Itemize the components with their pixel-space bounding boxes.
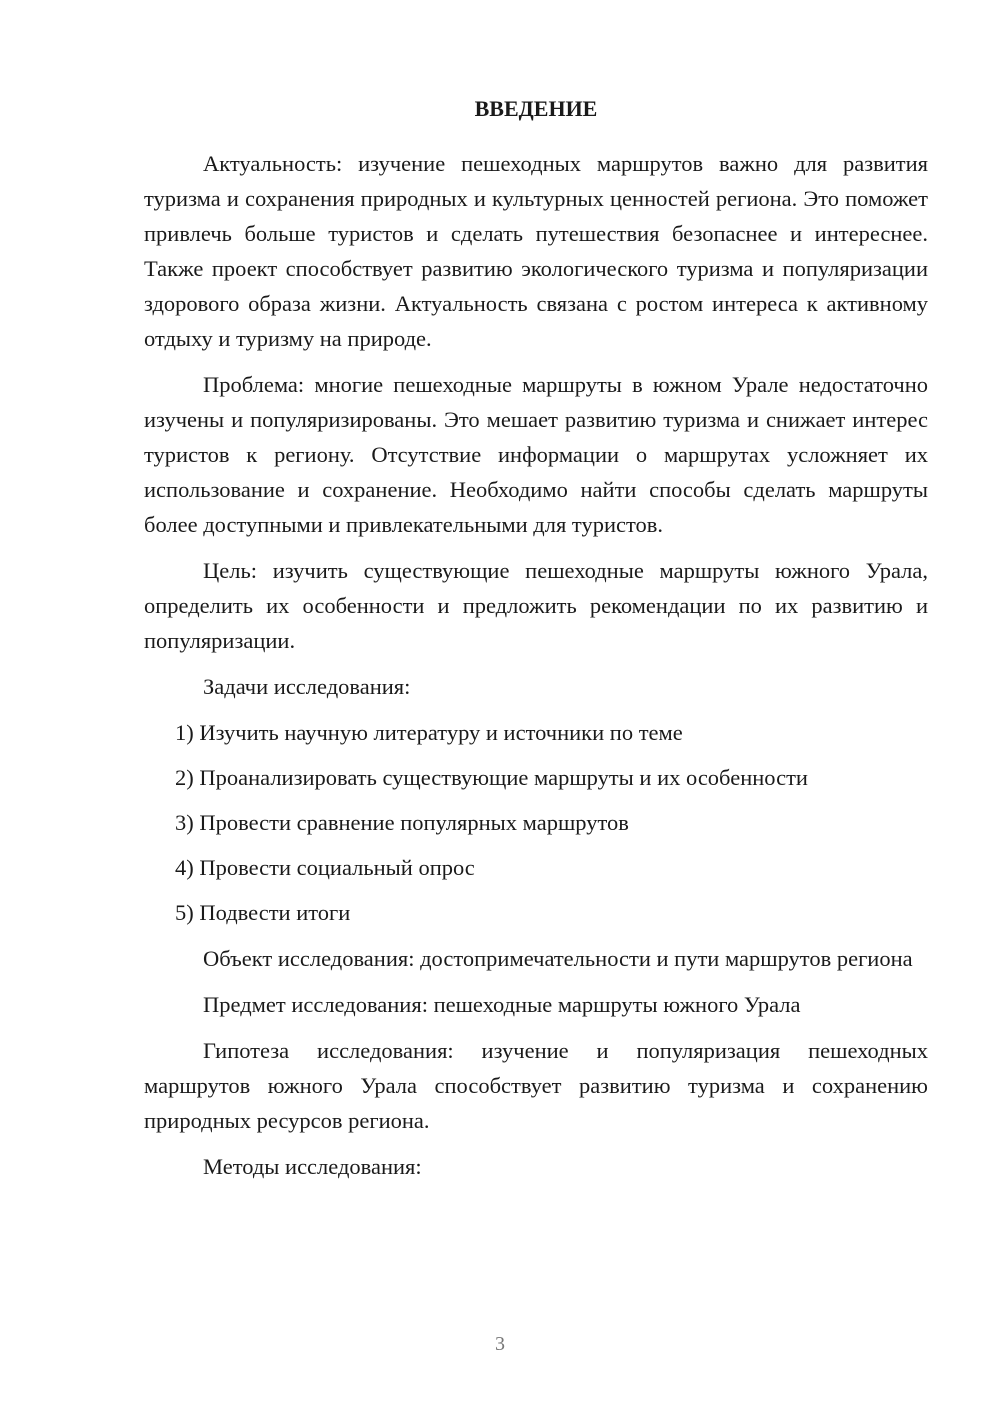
task-item: 1) Изучить научную литературу и источники по теме	[175, 720, 683, 745]
page-title: ВВЕДЕНИЕ	[474, 96, 598, 121]
hypothesis-paragraph: Гипотеза исследования: изучение и популяризация пешеходных маршрутов южного Урала способствует развитию туризма и сохранению природных ресурсов региона.	[144, 1038, 928, 1133]
tasks-list	[144, 715, 928, 930]
task-item: 3) Провести сравнение популярных маршрутов	[175, 810, 629, 835]
task-item: 2) Проанализировать существующие маршруты и их особенности	[175, 765, 808, 790]
document-page	[144, 92, 928, 1195]
problem-paragraph: Проблема: многие пешеходные маршруты в южном Урале недостаточно изучены и популяризированы. Это мешает развитию туризма и снижает интерес туристов к региону. Отсутствие информации о маршрутах усложняет их использование и сохранение. Необходимо найти способы сделать маршруты более доступными и привлекательными для туристов.	[144, 372, 928, 537]
task-item: 5) Подвести итоги	[175, 900, 351, 925]
methods-heading: Методы исследования:	[203, 1154, 422, 1179]
subject-paragraph: Предмет исследования: пешеходные маршруты южного Урала	[203, 992, 801, 1017]
page-number: 3	[495, 1333, 505, 1355]
relevance-paragraph: Актуальность: изучение пешеходных маршрутов важно для развития туризма и сохранения природных и культурных ценностей региона. Это поможет привлечь больше туристов и сделать путешествия безопаснее и интереснее. Также проект способствует развитию экологического туризма и популяризации здорового образа жизни. Актуальность связана с ростом интереса к активному отдыху и туризму на природе.	[144, 151, 928, 351]
tasks-heading: Задачи исследования:	[203, 674, 411, 699]
task-item: 4) Провести социальный опрос	[175, 855, 475, 880]
object-paragraph: Объект исследования: достопримечательности и пути маршрутов региона	[203, 946, 913, 971]
goal-paragraph: Цель: изучить существующие пешеходные маршруты южного Урала, определить их особенности и предложить рекомендации по их развитию и популяризации.	[144, 558, 928, 653]
